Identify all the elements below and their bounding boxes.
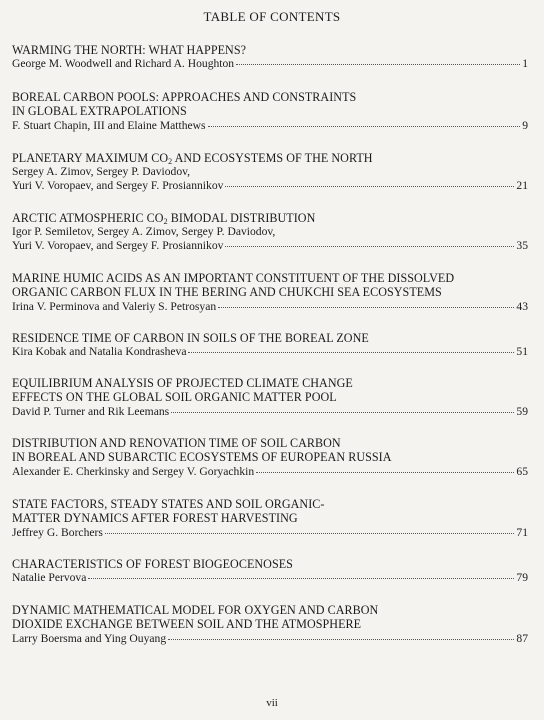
entry-title-line: DISTRIBUTION AND RENOVATION TIME OF SOIL CARBON (12, 436, 341, 450)
page-number: 59 (516, 404, 528, 418)
entry-title-line: IN GLOBAL EXTRAPOLATIONS (12, 104, 187, 119)
author-line (12, 345, 528, 359)
author-names: Sergey A. Zimov, Sergey P. Daviodov, (12, 165, 191, 179)
author-line (12, 239, 528, 253)
author-line (12, 165, 528, 179)
author-line (12, 526, 528, 540)
subscript: 2 (163, 217, 168, 226)
entry-title (12, 211, 528, 225)
toc-entry[interactable] (12, 271, 528, 314)
page-number: 65 (516, 464, 528, 478)
dot-leader (236, 64, 520, 65)
entry-title-line: EFFECTS ON THE GLOBAL SOIL ORGANIC MATTER POOL (12, 390, 337, 405)
author-line (12, 405, 528, 419)
dot-leader (208, 126, 521, 127)
entry-authors (12, 526, 528, 540)
author-line (12, 57, 528, 71)
entry-authors (12, 57, 528, 71)
toc-entry[interactable] (12, 43, 528, 71)
page-folio: vii (266, 697, 278, 709)
dot-leader (168, 639, 514, 640)
toc-entry[interactable] (12, 557, 528, 585)
author-names: Jeffrey G. Borchers (12, 525, 103, 539)
entry-title-line: PLANETARY MAXIMUM $CO_2$ AND ECOSYSTEMS OF THE NORTH (12, 151, 373, 166)
author-names: Kira Kobak and Natalia Kondrasheva (12, 345, 187, 359)
author-line (12, 300, 528, 314)
author-line (12, 119, 528, 133)
author-names: David P. Turner and Rik Leemans (12, 404, 170, 418)
entry-title (12, 497, 528, 526)
entry-title-line: MATTER DYNAMICS AFTER FOREST HARVESTING (12, 511, 298, 526)
dot-leader (218, 307, 514, 308)
entry-title-line: RESIDENCE TIME OF CARBON IN SOILS OF THE BOREAL ZONE (12, 331, 369, 345)
entry-authors (12, 165, 528, 193)
entry-authors (12, 225, 528, 253)
author-names: F. Stuart Chapin, III and Elaine Matthews (12, 118, 206, 132)
toc-entry[interactable] (12, 436, 528, 479)
entry-title-line: IN BOREAL AND SUBARCTIC ECOSYSTEMS OF EUROPEAN RUSSIA (12, 450, 392, 465)
entry-title (12, 557, 528, 571)
entry-title-line: WARMING THE NORTH: WHAT HAPPENS? (12, 43, 247, 57)
author-names: Yuri V. Voropaev, and Sergey F. Prosiannikov (12, 179, 224, 193)
toc-entry[interactable] (12, 331, 528, 359)
entry-title-line: DIOXIDE EXCHANGE BETWEEN SOIL AND THE ATMOSPHERE (12, 617, 362, 632)
page-number: 43 (516, 299, 528, 313)
page-number: 9 (522, 118, 528, 132)
entry-title (12, 90, 528, 119)
page-number: 35 (516, 239, 528, 253)
toc-entry[interactable] (12, 603, 528, 646)
dot-leader (188, 352, 514, 353)
entry-title (12, 271, 528, 300)
author-line (12, 632, 528, 646)
entry-authors (12, 632, 528, 646)
entry-title (12, 151, 528, 165)
entry-authors (12, 571, 528, 585)
author-line (12, 179, 528, 193)
author-names: Yuri V. Voropaev, and Sergey F. Prosiannikov (12, 239, 224, 253)
toc-heading: TABLE OF CONTENTS (203, 9, 341, 24)
dot-leader (171, 412, 514, 413)
entry-title-line: DYNAMIC MATHEMATICAL MODEL FOR OXYGEN AND CARBON (12, 603, 379, 617)
entry-title-line: BOREAL CARBON POOLS: APPROACHES AND CONSTRAINTS (12, 90, 357, 104)
author-names: Natalie Pervova (12, 571, 87, 585)
page-number: 71 (516, 525, 528, 539)
page-number: 21 (516, 179, 528, 193)
entry-authors (12, 405, 528, 419)
author-line (12, 225, 528, 239)
page-number: 1 (522, 57, 528, 71)
entry-title (12, 603, 528, 632)
author-line (12, 571, 528, 585)
author-line (12, 465, 528, 479)
entry-title-line: CHARACTERISTICS OF FOREST BIOGEOCENOSES (12, 557, 293, 571)
dot-leader (225, 186, 514, 187)
dot-leader (256, 472, 514, 473)
toc-entry[interactable] (12, 90, 528, 133)
toc-entry[interactable] (12, 211, 528, 253)
author-names: Alexander E. Cherkinsky and Sergey V. Goryachkin (12, 464, 255, 478)
entry-title (12, 436, 528, 465)
entry-authors (12, 300, 528, 314)
entry-title-line: EQUILIBRIUM ANALYSIS OF PROJECTED CLIMATE CHANGE (12, 376, 353, 390)
dot-leader (105, 533, 515, 534)
author-names: Larry Boersma and Ying Ouyang (12, 631, 167, 645)
subscript: 2 (168, 157, 173, 166)
entry-title-line: MARINE HUMIC ACIDS AS AN IMPORTANT CONSTITUENT OF THE DISSOLVED (12, 271, 455, 285)
entry-title (12, 331, 528, 345)
page-number: 87 (516, 631, 528, 645)
author-names: Irina V. Perminova and Valeriy S. Petrosyan (12, 299, 217, 313)
entry-authors (12, 345, 528, 359)
page-number: 51 (516, 345, 528, 359)
author-names: George M. Woodwell and Richard A. Houghton (12, 57, 235, 71)
entry-authors (12, 119, 528, 133)
page-number: 79 (516, 571, 528, 585)
entry-authors (12, 465, 528, 479)
entry-title-line: ORGANIC CARBON FLUX IN THE BERING AND CHUKCHI SEA ECOSYSTEMS (12, 285, 442, 300)
dot-leader (225, 246, 514, 247)
toc-entry[interactable] (12, 151, 528, 193)
dot-leader (88, 578, 514, 579)
author-names: Igor P. Semiletov, Sergey A. Zimov, Sergey P. Daviodov, (12, 225, 276, 239)
toc-entry[interactable] (12, 376, 528, 419)
entry-title (12, 376, 528, 405)
toc-entry[interactable] (12, 497, 528, 540)
entry-title (12, 43, 528, 57)
entry-title-line: STATE FACTORS, STEADY STATES AND SOIL ORGANIC- (12, 497, 325, 511)
entry-title-line: ARCTIC ATMOSPHERIC $CO_2$ BIMODAL DISTRIBUTION (12, 211, 316, 226)
